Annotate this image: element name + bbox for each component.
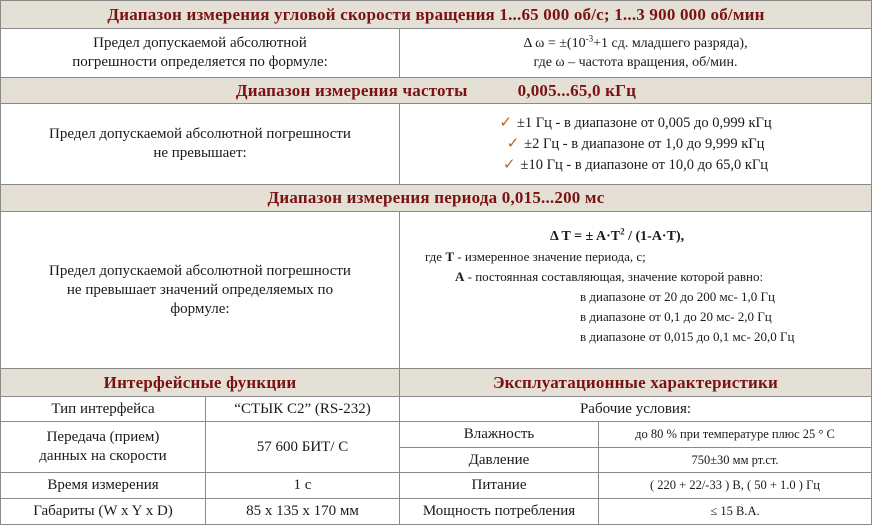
interface-row-label: Передача (прием) данных на скорости [0,421,206,473]
operation-row-label: Питание [399,472,599,499]
section2-title-text: Диапазон измерения частоты [235,80,468,100]
section3-where-line: где T - измеренное значение периода, с; [425,249,646,264]
interface-row-label: Время измерения [0,472,206,499]
section2-title [0,77,872,104]
interface-row-value: 85 x 135 x 170 мм [205,498,400,525]
section1-left-cell [0,28,400,78]
interface-title-text: Интерфейсные функции [103,372,297,392]
section3-left-line3: формуле: [170,300,230,317]
section3-range: в диапазоне от 20 до 200 мс- 1,0 Гц [580,289,775,304]
operation-row-value: ≤ 15 В.А. [598,498,872,525]
interface-row-value: 1 с [205,472,400,499]
check-icon: ✓ [499,114,512,131]
operation-row-value: до 80 % при температуре плюс 25 ° С [598,421,872,448]
operation-row-label: Влажность [399,421,599,448]
section2-left-cell [0,103,400,185]
check-icon: ✓ [506,135,520,152]
section3-title [0,184,872,212]
operation-title [399,368,872,397]
section3-left-line2: не превышает значений определяемых по [66,281,334,298]
interface-row-value: 57 600 БИТ/ С [205,421,400,473]
section1-title [0,0,872,29]
operation-row-label: Давление [399,447,599,473]
section1-title-text: Диапазон измерения угловой скорости вращения 1...65 000 об/с; 1...3 900 000 об/мин [107,4,765,24]
section1-left-line2: погрешности определяется по формуле: [72,54,328,70]
operation-title-text: Эксплуатационные характеристики [492,372,779,392]
section3-range: в диапазоне от 0,1 до 20 мс- 2,0 Гц [580,309,772,324]
section1-left-line1: Предел допускаемой абсолютной [93,35,307,51]
section3-range: в диапазоне от 0,015 до 0,1 мс- 20,0 Гц [580,329,795,344]
section1-formula-cell [399,28,872,78]
section3-formula-cell [399,211,872,369]
interface-row-value: “СТЫК С2” (RS-232) [205,396,400,422]
operation-header: Рабочие условия: [399,396,872,422]
section2-items-cell [399,103,872,185]
interface-title [0,368,400,397]
section1-formula: Δ $\omega = \pm(10^{-3}+1$ сд. младшего разряда), [523,33,748,51]
interface-row-label: Габариты (W x Y x D) [0,498,206,525]
section3-left-cell [0,211,400,369]
section3-formula: Δ T = ± $A\cdot T^2 / (1-A\cdot T)$, [550,226,685,244]
section2-range: 0,005...65,0 кГц [517,80,637,100]
interface-row-label: Тип интерфейса [0,396,206,422]
section2-left-line1: Предел допускаемой абсолютной погрешности [49,126,351,142]
section3-title-text: Диапазон измерения периода 0,015...200 мс [267,188,605,207]
check-icon: ✓ [502,156,516,173]
section1-formula-note: где ω – частота вращения, об/мин. [533,55,738,70]
section3-left-line1: Предел допускаемой абсолютной погрешности [49,262,351,279]
section2-item: ✓ ±10 Гц - в диапазоне от 10,0 до 65,0 кГц [502,156,769,173]
section3-a-line: A - постоянная составляющая, значение которой равно: [455,269,764,284]
operation-row-value: ( 220 + 22/-33 ) В, ( 50 + 1.0 ) Гц [598,472,872,499]
operation-row-value: 750±30 мм рт.ст. [598,447,872,473]
section2-item: ✓ ±2 Гц - в диапазоне от 1,0 до 9,999 кГц [506,135,765,152]
section2-item: ✓ ±1 Гц - в диапазоне от 0,005 до 0,999 кГц [499,114,772,131]
section2-left-line2: не превышает: [153,145,247,161]
operation-row-label: Мощность потребления [399,498,599,525]
